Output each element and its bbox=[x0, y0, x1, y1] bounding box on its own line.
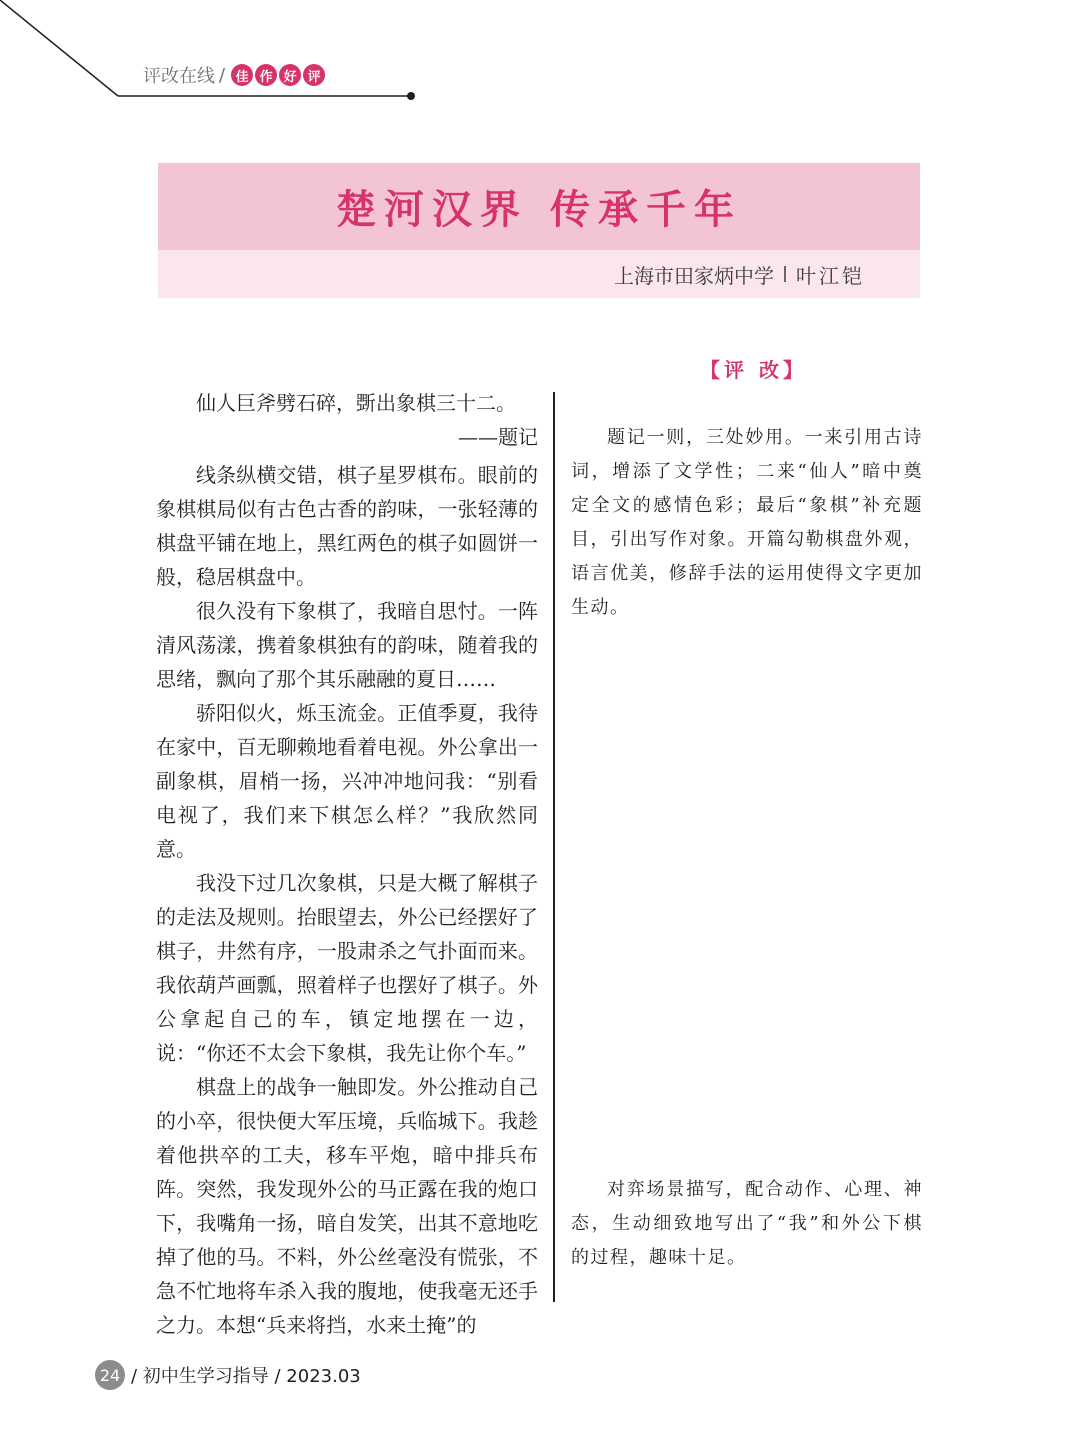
column-divider bbox=[553, 392, 555, 1302]
column-badge: 评 bbox=[303, 64, 325, 86]
title-banner bbox=[158, 163, 920, 250]
body-paragraph: 骄阳似火，烁玉流金。正值季夏，我待在家中，百无聊赖地看着电视。外公拿出一副象棋，眉梢一扬，兴冲冲地问我：“别看电视了，我们来下棋怎么样？”我欣然同意。 bbox=[156, 701, 538, 861]
publication-info: / 初中生学习指导 / 2023.03 bbox=[131, 1366, 361, 1387]
body-paragraph: 棋盘上的战争一触即发。外公推动自己的小卒，很快便大军压境，兵临城下。我趁着他拱卒的工夫，移车平炮，暗中排兵布阵。突然，我发现外公的马正露在我的炮口下，我嘴角一扬，暗自发笑，出其不意地吃掉了他的马。不料，外公丝毫没有慌张，不急不忙地将车杀入我的腹地，使我毫无还手之力。本想“兵来将挡，水来土掩”的 bbox=[156, 1075, 538, 1337]
school-name: 上海市田家炳中学 bbox=[614, 263, 774, 288]
body-paragraph: 我没下过几次象棋，只是大概了解棋子的走法及规则。抬眼望去，外公已经摆好了棋子，井然有序，一股肃杀之气扑面而来。我依葫芦画瓢，照着样子也摆好了棋子。外公拿起自己的车，镇定地摆在一边，说：“你还不太会下象棋，我先让你个车。” bbox=[156, 871, 538, 1065]
author-name: 叶江铠 bbox=[796, 263, 865, 288]
page-footer bbox=[95, 1360, 361, 1390]
section-slash: / bbox=[219, 64, 226, 86]
review-heading: 【评 改】 bbox=[700, 358, 807, 382]
body-paragraph: 很久没有下象棋了，我暗自思忖。一阵清风荡漾，携着象棋独有的韵味，随着我的思绪，飘向了那个其乐融融的夏日…… bbox=[156, 599, 538, 691]
column-badges bbox=[231, 64, 325, 86]
column-badge: 好 bbox=[279, 64, 301, 86]
review-comment: 题记一则，三处妙用。一来引用古诗词，增添了文学性；二来“仙人”暗中奠定全文的感情色彩；最后“象棋”补充题目，引出写作对象。开篇勾勒棋盘外观，语言优美，修辞手法的运用使得文字更加生动。 bbox=[571, 427, 923, 618]
epigraph: 仙人巨斧劈石碎，斲出象棋三十二。 bbox=[196, 391, 516, 415]
page-number: 24 bbox=[95, 1360, 125, 1390]
byline-banner bbox=[158, 250, 920, 298]
section-label bbox=[143, 62, 325, 88]
body-paragraph: 线条纵横交错，棋子星罗棋布。眼前的象棋棋局似有古色古香的韵味，一张轻薄的棋盘平铺在地上，黑红两色的棋子如圆饼一般，稳居棋盘中。 bbox=[156, 463, 538, 589]
column-badge: 作 bbox=[255, 64, 277, 86]
byline-separator bbox=[784, 266, 786, 282]
article-title: 楚河汉界 传承千年 bbox=[336, 187, 742, 233]
column-badge: 佳 bbox=[231, 64, 253, 86]
byline bbox=[614, 260, 865, 289]
article-body bbox=[156, 386, 538, 1342]
review-comment: 对弈场景描写，配合动作、心理、神态，生动细致地写出了“我”和外公下棋的过程，趣味十足。 bbox=[571, 1179, 923, 1268]
section-name: 评改在线 bbox=[143, 66, 215, 87]
header-corner-line bbox=[0, 0, 420, 110]
epigraph-attribution: ——题记 bbox=[458, 425, 538, 449]
